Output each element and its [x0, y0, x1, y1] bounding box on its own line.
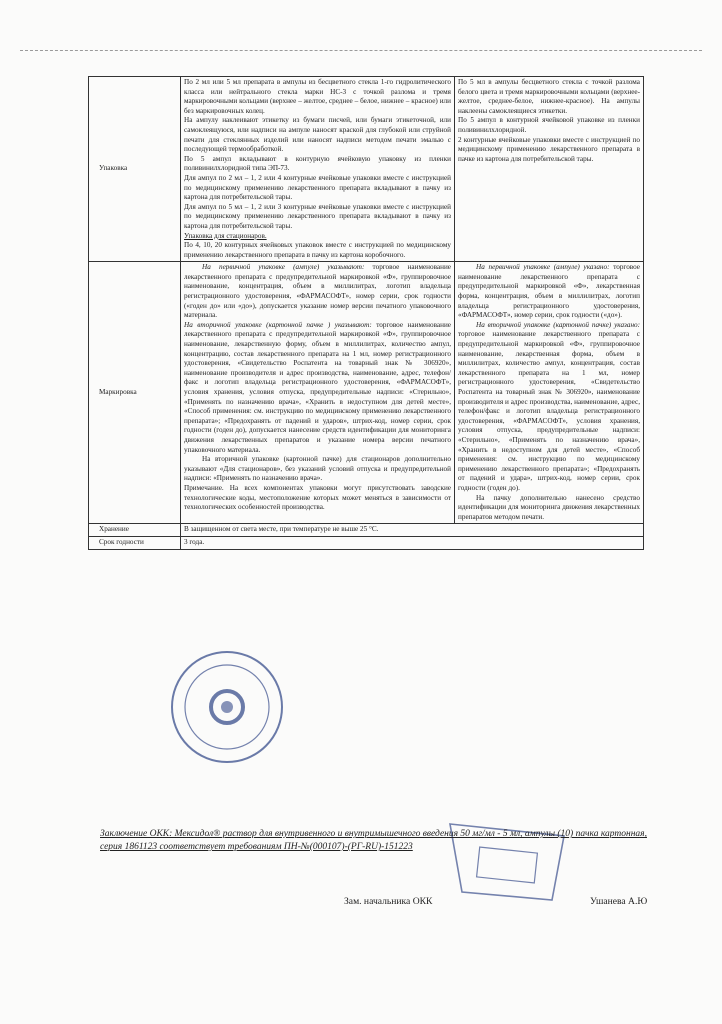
shelf-life-label: Срок годности: [89, 536, 181, 549]
signer-name: Ушанева А.Ю: [590, 896, 648, 907]
signer-position: Зам. начальника ОКК: [344, 896, 433, 907]
packaging-col2: [181, 77, 455, 262]
packaging-label: Упаковка: [89, 77, 181, 262]
shelf-life-row: [89, 536, 644, 549]
packaging-col2-p1: По 2 мл или 5 мл препарата в ампулы из бесцветного стекла 1-го гидролитического класса или нейтрального стекла марки НС-3 с точкой разлома и тремя маркировочными кольцами (верхнее – желтое, среднее – белое, нижнее – красное) или без маркировочных колец.: [184, 78, 451, 115]
marking-col3-p1: [458, 263, 640, 321]
qc-conclusion: Заключение ОКК: Мексидол® раствор для внутривенного и внутримышечного введения 50 мг/мл - 5 мл, ампулы (10) пачка картонная, серия 1861123 соответствует требованиям ПН-№(000107)-(РГ-RU)-151223: [100, 829, 647, 852]
shelf-life-value: 3 года.: [181, 536, 644, 549]
packaging-col3-p2: По 5 ампул в контурной ячейковой упаковке из пленки поливинилхлоридной.: [458, 116, 640, 134]
packaging-col2-p2: На ампулу наклеивают этикетку из бумаги писчей, или бумаги этикеточной, или самоклеящуюся, или надписи на ампуле наносят краской для глубокой или струйной печати для стеклянных изделий или наносят надписи методом печати эмалью с последующей термообработкой.: [184, 116, 451, 154]
marking-col2: [181, 262, 455, 524]
storage-value: В защищенном от света месте, при температуре не выше 25 °С.: [181, 524, 644, 537]
marking-col2-text1: торговое наименование лекарственного препарата с предупредительной маркировкой «Ф», группировочное наименование, концентрация, объем в миллилитрах, логотип владельца регистрационного удостоверения, «ФАРМАСОФТ», номер серии, срок годности («годен до» или «до»), допускается указание номер версии печатного упаковочного материала.: [184, 263, 451, 320]
packaging-col2-p3: По 5 ампул вкладывают в контурную ячейковую упаковку из пленки поливинилхлоридной типа ЭП-73.: [184, 154, 451, 173]
marking-col3-lead2: На вторичной упаковке (картонной пачке) указано:: [476, 320, 640, 329]
marking-col2-p1: [184, 263, 451, 321]
packaging-col2-p5: Для ампул по 5 мл – 1, 2 или 3 контурные ячейковые упаковки вместе с инструкцией по медицинскому применению лекарственного препарата вкладывают в пачку из картона для потребительской тары.: [184, 202, 451, 230]
hospital-heading: Упаковка для стационаров.: [184, 231, 267, 240]
packaging-col2-p6: По 4, 10, 20 контурных ячейковых упаковок вместе с инструкцией по медицинскому применению лекарственного препарата в пачку из картона коробочного.: [184, 241, 451, 259]
marking-col3: [455, 262, 644, 524]
packaging-row: [89, 77, 644, 262]
marking-label: Маркировка: [89, 262, 181, 524]
marking-col3-text2: торговое наименование лекарственного препарата с предупредительной маркировкой «Ф», группировочное наименование, лекарственная форма, объем в миллилитрах, количество ампул, концентрация, состав лекарственного препарата на 1 мл, номер регистрационного удостоверения, «Свидетельство Роспатента на товарный знак № 306920», наименование производителя и адрес производства, наименование, адрес, телефон/факс и логотип владельца регистрационного удостоверения, «ФАРМАСОФТ», условия хранения, условия отпуска, предупредительные надписи: «Стерильно», «Применять по назначению врача», «Хранить в недоступном для детей месте», «Способ применения: см. инструкцию по медицинскому применению лекарственного препарата»; «Предохранять от падений и удара», штрих-код, номер серии, срок годности (годен до).: [458, 330, 640, 492]
marking-col2-lead2: На вторичной упаковке (картонной пачке ) указывают:: [184, 320, 372, 329]
packaging-col2-p4: Для ампул по 2 мл – 1, 2 или 4 контурные ячейковые упаковки вместе с инструкцией по медицинскому применению лекарственного препарата вкладывают в пачку из картона для потребительской тары.: [184, 173, 451, 202]
packaging-col3-p1: По 5 мл в ампулы бесцветного стекла с точкой разлома белого цвета и тремя маркировочными кольцами (верхнее-желтое, среднее-белое, нижнее-красное). На ампулы наклеены самоклеящиеся этикетки.: [458, 78, 640, 115]
packaging-col3-p3: 2 контурные ячейковые упаковки вместе с инструкцией по медицинскому применению лекарственного препарата в пачке из картона для потребительской тары.: [458, 135, 640, 163]
marking-col2-lead1: На первичной упаковке (ампуле) указывают:: [202, 263, 365, 272]
marking-col3-p2: [458, 321, 640, 494]
marking-col2-p3: На вторичной упаковке (картонной пачке) для стационаров дополнительно указывают «Для стационаров», без указаний условий отпуска и предупредительной надписи: «Применять по назначению врача».: [184, 455, 451, 483]
top-divider: [20, 50, 702, 51]
round-seal-left: [168, 648, 286, 766]
storage-label: Хранение: [89, 524, 181, 537]
packaging-col3: [455, 77, 644, 262]
marking-row: [89, 262, 644, 524]
marking-col3-lead1: На первичной упаковке (ампуле) указано:: [476, 263, 610, 272]
marking-col2-p2: [184, 321, 451, 455]
storage-row: [89, 524, 644, 537]
marking-col2-p4: Примечание. На всех компонентах упаковки могут присутствовать заводские технологические коды, местоположение которых может меняться в зависимости от технологических особенностей производства.: [184, 483, 451, 512]
specification-table: [88, 76, 644, 550]
marking-col2-text2: торговое наименование лекарственного препарата с предупредительной маркировкой «Ф», группировочное наименование, лекарственную форму, объем в миллилитрах, количество ампул, концентрацию, состав лекарственного препарата на 1 мл, номер регистрационного удостоверения, «Свидетельство Роспатента на товарный знак № 306920», наименование производителя и адрес производства, наименование, адрес, телефон/факс и логотип владельца регистрационного удостоверения, «ФАРМАСОФТ», условия хранения, условия отпуска, предупредительные надписи: «Стерильно», «Применять по назначению врача», «Хранить в недоступном для детей месте», «Способ применения: см. инструкцию по медицинскому применению лекарственного препарата»; «Предохранять от падений и ударов», штрих-код, номер серии, срок годности (годен до), допускается нанесение средств идентификации для мониторинга движения лекарственных препаратов и указание номера версии печатного упаковочного материала.: [184, 320, 451, 454]
marking-col3-text1: торговое наименование лекарственного препарата с предупредительной маркировкой «Ф», лекарственная форма, концентрация, объем в миллилитрах, логотип владельца регистрационного удостоверения, «ФАРМАСОФТ», номер серии, срок годности («до»).: [458, 263, 640, 320]
marking-col3-p3: На пачку дополнительно нанесено средство идентификации для мониторинга движения лекарственных препаратов методом печати.: [458, 493, 640, 521]
